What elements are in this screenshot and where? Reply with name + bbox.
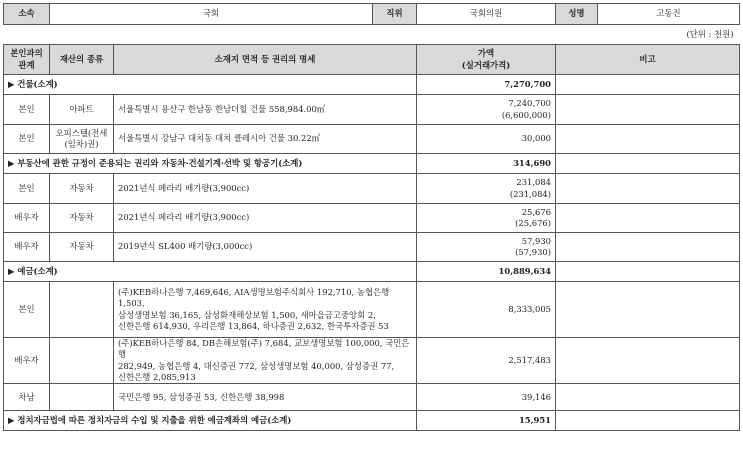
table-row [4,282,740,338]
desc-cell: 서울특별시 용산구 한남동 한남더힐 건물 558,984.00㎡ [114,95,417,125]
relation-cell: 차남 [4,384,50,411]
affiliation-label: 소속 [4,4,50,25]
type-cell: 오피스텔(전세 (임차)권) [50,125,114,154]
section-total: 15,951 [417,411,556,431]
type-cell [50,384,114,411]
section-deposits [4,262,740,282]
table-row [4,338,740,384]
value-cell: 30,000 [417,125,556,154]
section-total: 10,889,634 [417,262,556,282]
section-title: ▶ 정치자금법에 따른 정치자금의 수입 및 지출을 위한 예금계좌의 예금(소계) [4,411,417,431]
owner-info-row [4,4,740,25]
unit-note: (단위 : 천원) [4,25,740,45]
desc-cell: 국민은행 95, 삼성증권 53, 신한은행 38,998 [114,384,417,411]
col-desc-header: 소재지 면적 등 권리의 명세 [114,45,417,75]
name-value: 고동진 [598,4,740,25]
section-vehicles [4,154,740,174]
value-cell: 231,084 (231,084) [417,174,556,204]
value-cell: 25,676 (25,676) [417,204,556,233]
desc-cell: 서울특별시 강남구 대치동 대치 클레시아 건물 30.22㎡ [114,125,417,154]
value-cell: 57,930 (57,930) [417,233,556,262]
type-cell: 자동차 [50,233,114,262]
relation-cell: 본인 [4,125,50,154]
desc-cell: 2019년식 SL400 배기량(3,000cc) [114,233,417,262]
type-cell [50,282,114,338]
relation-cell: 배우자 [4,233,50,262]
value-cell: 7,240,700 (6,600,000) [417,95,556,125]
desc-cell: (주)KEB하나은행 7,469,646, AIA생명보험주식회사 192,710, 농협은행 1,503, 삼성생명보험 36,165, 삼성화재해상보험 1,500, 새마을금고중앙회 2, 신한은행 614,930, 우리은행 13,864, 하나증권 2,632, 한국투자증권 53 [114,282,417,338]
position-label: 직위 [373,4,417,25]
section-total: 314,690 [417,154,556,174]
unit-row [4,25,740,45]
section-title: ▶ 건물(소계) [4,75,417,95]
desc-cell: (주)KEB하나은행 84, DB손해보험(주) 7,684, 교보생명보험 100,000, 국민은행 282,949, 농협은행 4, 대신증권 772, 삼성생명보험 40,000, 삼성증권 77, 신한은행 2,085,913 [114,338,417,384]
column-header-row [4,45,740,75]
value-cell: 2,517,483 [417,338,556,384]
type-cell [50,338,114,384]
relation-cell: 본인 [4,174,50,204]
relation-cell: 본인 [4,282,50,338]
table-row [4,95,740,125]
value-cell: 39,146 [417,384,556,411]
section-total: 7,270,700 [417,75,556,95]
section-political-funds [4,411,740,431]
col-remarks-header: 비고 [556,45,740,75]
asset-disclosure-table [3,3,740,431]
col-type-header: 재산의 종류 [50,45,114,75]
relation-cell: 본인 [4,95,50,125]
remarks-cell [556,338,740,384]
table-row [4,204,740,233]
relation-cell: 배우자 [4,204,50,233]
section-title: ▶ 예금(소계) [4,262,417,282]
col-value-header: 가액 (실거래가격) [417,45,556,75]
remarks-cell [556,174,740,204]
name-label: 성명 [556,4,598,25]
type-cell: 자동차 [50,174,114,204]
remarks-cell [556,282,740,338]
affiliation-value: 국회 [50,4,373,25]
table-row [4,384,740,411]
type-cell: 아파트 [50,95,114,125]
section-buildings [4,75,740,95]
table-row [4,233,740,262]
position-value: 국회의원 [417,4,556,25]
type-cell: 자동차 [50,204,114,233]
remarks-cell [556,233,740,262]
desc-cell: 2021년식 페라리 배기량(3,900cc) [114,204,417,233]
section-title: ▶ 부동산에 관한 규정이 준용되는 권리와 자동차·건설기계·선박 및 항공기(소계) [4,154,417,174]
col-relation-header: 본인과의 관계 [4,45,50,75]
remarks-cell [556,384,740,411]
remarks-cell [556,95,740,125]
remarks-cell [556,204,740,233]
desc-cell: 2021년식 페라리 배기량(3,900cc) [114,174,417,204]
remarks-cell [556,125,740,154]
table-row [4,174,740,204]
value-cell: 8,333,005 [417,282,556,338]
table-row [4,125,740,154]
relation-cell: 배우자 [4,338,50,384]
